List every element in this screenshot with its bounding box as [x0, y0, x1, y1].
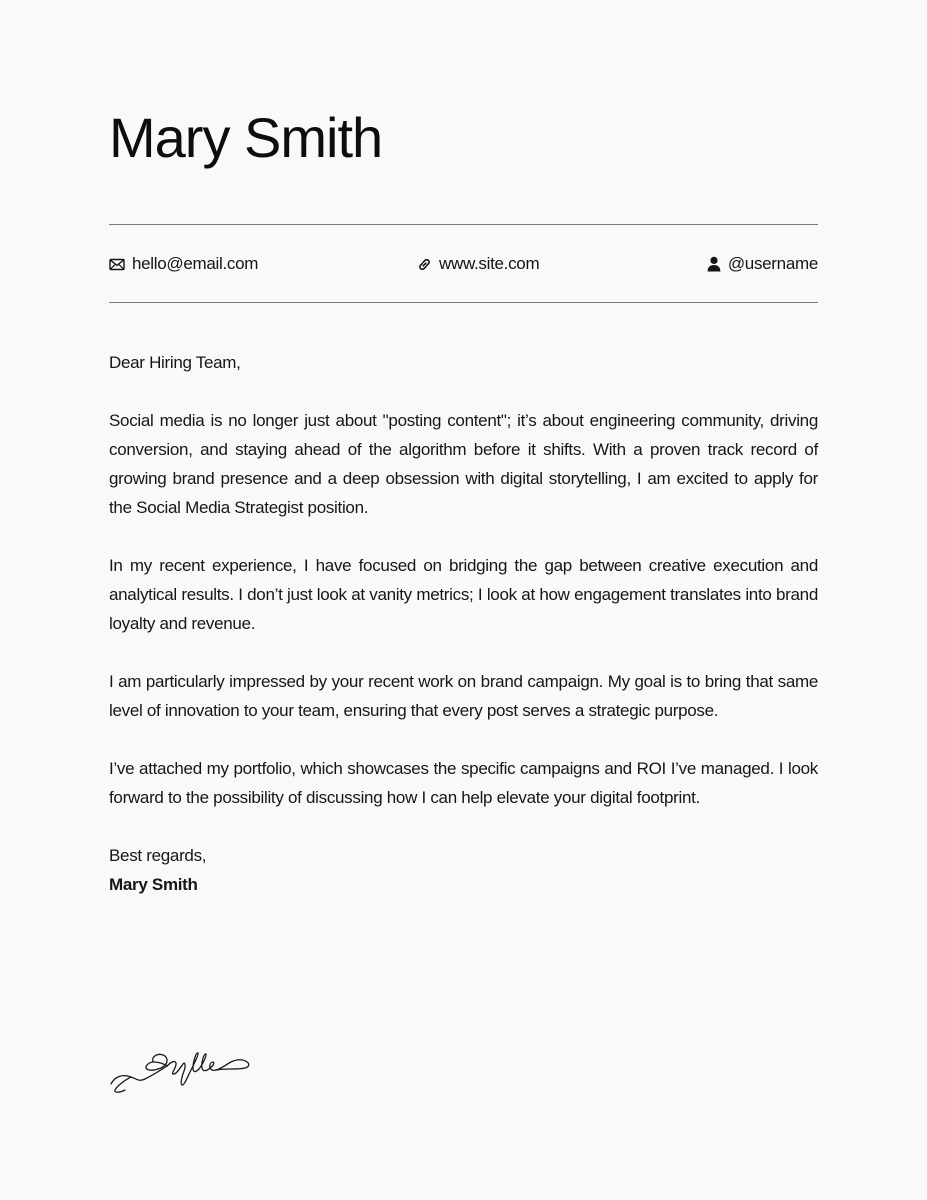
- envelope-icon: [109, 258, 125, 271]
- applicant-name: Mary Smith: [109, 106, 383, 169]
- letter-paragraph: In my recent experience, I have focused on bridging the gap between creative execution and analytical results. I don’t just look at vanity metrics; I look at how engagement translates into brand loyalty and revenue.: [109, 556, 818, 633]
- letter-paragraph: I’ve attached my portfolio, which showcases the specific campaigns and ROI I’ve managed. I look forward to the possibility of discussing how I can help elevate your digital footprint.: [109, 759, 818, 807]
- contact-website[interactable]: [417, 252, 539, 276]
- cover-letter-page: [109, 0, 818, 1200]
- contact-username-text: @username: [727, 254, 818, 273]
- signoff: Best regards,: [109, 846, 207, 865]
- signature-name: Mary Smith: [109, 875, 198, 894]
- contact-website-text: www.site.com: [439, 254, 540, 273]
- user-icon: [707, 256, 721, 272]
- link-icon: [417, 257, 432, 272]
- contact-email-text: hello@email.com: [132, 254, 259, 273]
- handwritten-signature: [109, 1040, 259, 1098]
- contact-email[interactable]: [109, 252, 258, 276]
- salutation: Dear Hiring Team,: [109, 353, 241, 372]
- letter-paragraph: I am particularly impressed by your recent work on brand campaign. My goal is to bring that same level of innovation to your team, ensuring that every post serves a strategic purpose.: [109, 672, 818, 720]
- letter-body: [109, 348, 818, 899]
- header-divider-top: [109, 224, 818, 225]
- contact-username[interactable]: [707, 252, 818, 276]
- header-divider-bottom: [109, 302, 818, 303]
- contact-bar: [109, 252, 818, 276]
- letter-paragraph: Social media is no longer just about "posting content"; it’s about engineering community, driving conversion, and staying ahead of the algorithm before it shifts. With a proven track record of growing brand presence and a deep obsession with digital storytelling, I am excited to apply for the Social Media Strategist position.: [109, 411, 818, 517]
